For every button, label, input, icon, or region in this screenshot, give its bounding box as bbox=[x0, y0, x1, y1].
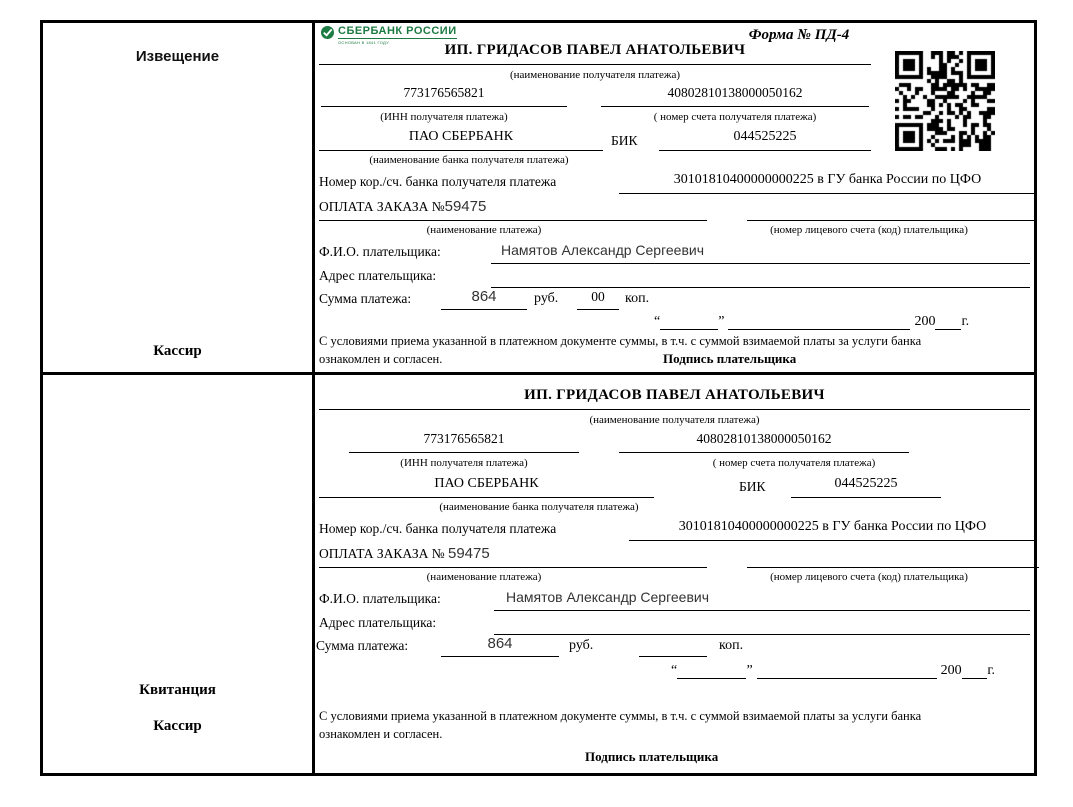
personal-caption-bottom: (номер лицевого счета (код) плательщика) bbox=[770, 571, 968, 583]
year-blank-top bbox=[935, 312, 961, 330]
year-prefix-top: 200 bbox=[914, 314, 936, 329]
recipient-name-top: ИП. ГРИДАСОВ ПАВЕЛ АНАТОЛЬЕВИЧ bbox=[319, 42, 871, 65]
bank-caption-top: (наименование банка получателя платежа) bbox=[369, 154, 569, 166]
address-label-bottom: Адрес плательщика: bbox=[319, 615, 437, 630]
year-suffix-top: г. bbox=[961, 314, 970, 329]
agreement-text-bottom bbox=[319, 707, 979, 743]
year-blank-bottom bbox=[962, 661, 988, 679]
sberbank-logo-tagline: ОСНОВАН В 1841 ГОДУ bbox=[338, 40, 389, 45]
payment-underline-1-top bbox=[319, 220, 707, 221]
bank-caption-bottom: (наименование банка получателя платежа) bbox=[439, 501, 639, 513]
right-cell-top bbox=[315, 23, 1034, 372]
fio-value-bottom: Намятов Александр Сергеевич bbox=[494, 589, 1030, 611]
account-value-bottom: 40802810138000050162 bbox=[619, 431, 909, 453]
order-number-top: 59475 bbox=[444, 198, 487, 215]
left-cell-top bbox=[43, 23, 315, 372]
open-quote-top: “ bbox=[654, 314, 661, 329]
rub-label-bottom: руб. bbox=[569, 638, 594, 653]
inn-caption-top: (ИНН получателя платежа) bbox=[380, 111, 508, 123]
payment-name-top bbox=[319, 198, 486, 215]
sum-label-top: Сумма платежа: bbox=[319, 291, 412, 306]
bik-label-top: БИК bbox=[611, 133, 638, 148]
rub-label-top: руб. bbox=[534, 291, 559, 306]
agreement-line1-bottom: С условиями приема указанной в платежном документе суммы, в т.ч. с суммой взимаемой платы за услуги банка bbox=[319, 709, 922, 723]
side-title-izveshchenie: Извещение bbox=[135, 48, 220, 65]
date-day-blank-bottom bbox=[677, 661, 746, 679]
fio-value-top: Намятов Александр Сергеевич bbox=[491, 242, 1030, 264]
sum-kop-value-top: 00 bbox=[577, 289, 619, 310]
corr-value-bottom: 30101810400000000225 в ГУ банка России по ЦФО bbox=[629, 519, 1036, 541]
side-title-kvitanciya: Квитанция bbox=[139, 682, 216, 698]
date-month-blank-top bbox=[728, 312, 910, 330]
payment-underline-1-bottom bbox=[319, 567, 707, 568]
year-prefix-bottom: 200 bbox=[940, 663, 962, 678]
inn-value-bottom: 773176565821 bbox=[349, 431, 579, 453]
recipient-caption-top: (наименование получателя платежа) bbox=[509, 69, 681, 81]
section-izveshchenie bbox=[43, 23, 1034, 375]
bank-name-value-top: ПАО СБЕРБАНК bbox=[319, 129, 603, 151]
date-line-bottom bbox=[671, 661, 995, 679]
side-title-cashier-top: Кассир bbox=[153, 343, 202, 359]
date-month-blank-bottom bbox=[757, 661, 937, 679]
recipient-caption-bottom: (наименование получателя платежа) bbox=[589, 414, 760, 426]
payment-name-bottom bbox=[319, 545, 490, 562]
section-kvitanciya bbox=[43, 375, 1034, 773]
signature-label-bottom: Подпись плательщика bbox=[585, 749, 719, 764]
form-number-label: Форма № ПД-4 bbox=[748, 27, 850, 43]
agreement-line2-bottom: ознакомлен и согласен. bbox=[319, 727, 443, 742]
sberbank-logo-text: СБЕРБАНК РОССИИ bbox=[338, 25, 457, 37]
qr-code bbox=[895, 51, 995, 151]
left-cell-bottom bbox=[43, 375, 315, 773]
payment-underline-2-top bbox=[747, 220, 1036, 221]
payment-prefix-top: ОПЛАТА ЗАКАЗА № bbox=[319, 199, 445, 214]
form-table bbox=[40, 20, 1037, 776]
account-caption-bottom: ( номер счета получателя платежа) bbox=[712, 457, 876, 469]
inn-value-top: 773176565821 bbox=[321, 85, 567, 107]
fio-label-bottom: Ф.И.О. плательщика: bbox=[319, 591, 441, 606]
agreement-text-top bbox=[319, 332, 974, 368]
close-quote-top: ” bbox=[718, 314, 725, 329]
open-quote-bottom: “ bbox=[671, 663, 678, 678]
date-line-top bbox=[654, 312, 1030, 330]
year-suffix-bottom: г. bbox=[987, 663, 995, 678]
account-caption-top: ( номер счета получателя платежа) bbox=[653, 111, 817, 123]
personal-caption-top: (номер лицевого счета (код) плательщика) bbox=[770, 224, 968, 236]
inn-caption-bottom: (ИНН получателя платежа) bbox=[400, 457, 528, 469]
payment-prefix-bottom: ОПЛАТА ЗАКАЗА № bbox=[319, 546, 445, 561]
sum-label-bottom: Сумма платежа: bbox=[316, 638, 409, 653]
order-number-bottom: 59475 bbox=[448, 545, 490, 562]
corr-label-top: Номер кор./сч. банка получателя платежа bbox=[319, 174, 557, 189]
signature-label-top: Подпись плательщика bbox=[663, 351, 797, 366]
right-cell-bottom bbox=[315, 375, 1034, 773]
date-day-blank-top bbox=[660, 312, 718, 330]
address-label-top: Адрес плательщика: bbox=[319, 268, 437, 283]
bank-name-value-bottom: ПАО СБЕРБАНК bbox=[319, 476, 654, 498]
kop-label-bottom: коп. bbox=[719, 638, 744, 653]
side-title-cashier-bottom: Кассир bbox=[153, 718, 202, 734]
address-value-bottom bbox=[494, 613, 1030, 635]
corr-value-top: 30101810400000000225 в ГУ банка России по ЦФО bbox=[619, 172, 1036, 194]
close-quote-bottom: ” bbox=[746, 663, 753, 678]
corr-label-bottom: Номер кор./сч. банка получателя платежа bbox=[319, 521, 557, 536]
bik-label-bottom: БИК bbox=[739, 479, 766, 494]
sum-kop-value-bottom bbox=[639, 636, 707, 657]
sum-rub-value-top: 864 bbox=[441, 288, 527, 310]
kop-label-top: коп. bbox=[625, 291, 650, 306]
payment-underline-2-bottom bbox=[747, 567, 1039, 568]
payment-caption-bottom: (наименование платежа) bbox=[426, 571, 542, 583]
agreement-line1-top: С условиями приема указанной в платежном документе суммы, в т.ч. с суммой взимаемой платы за услуги банка bbox=[319, 334, 922, 348]
fio-label-top: Ф.И.О. плательщика: bbox=[319, 244, 441, 259]
payment-caption-top: (наименование платежа) bbox=[426, 224, 542, 236]
account-value-top: 40802810138000050162 bbox=[601, 85, 869, 107]
sum-rub-value-bottom: 864 bbox=[441, 635, 559, 657]
agreement-line2-top: ознакомлен и согласен. bbox=[319, 352, 443, 367]
bik-value-bottom: 044525225 bbox=[791, 476, 941, 498]
bik-value-top: 044525225 bbox=[659, 129, 871, 151]
address-value-top bbox=[491, 266, 1030, 288]
recipient-name-bottom: ИП. ГРИДАСОВ ПАВЕЛ АНАТОЛЬЕВИЧ bbox=[319, 387, 1030, 410]
